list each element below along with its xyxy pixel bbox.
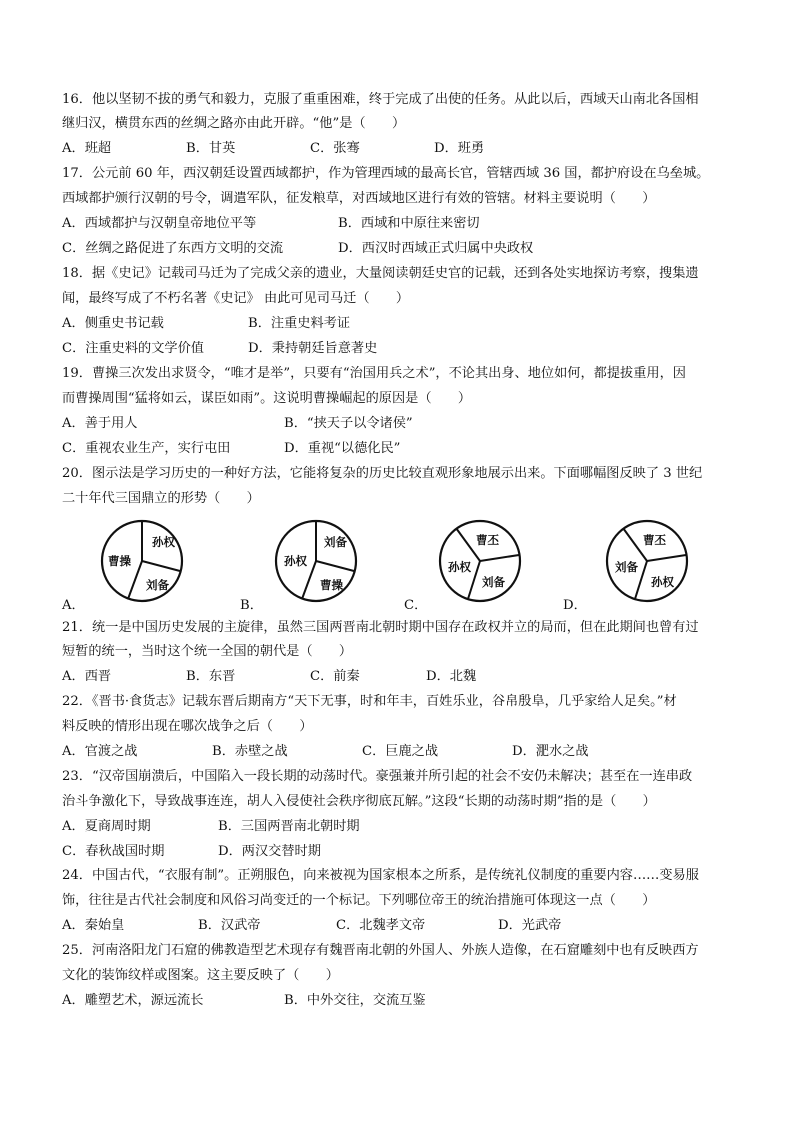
q18-stem-line2: 闻，最终写成了不朽名著《史记》 由此可见司马迁（ ）	[62, 291, 410, 306]
q16-option-a[interactable]: A．班超	[62, 141, 112, 156]
q20-option-c[interactable]: C．	[404, 598, 428, 613]
q18-option-d[interactable]: D．秉持朝廷旨意著史	[248, 341, 378, 356]
q17-option-d[interactable]: D．西汉时西域正式归属中央政权	[338, 241, 534, 256]
q18-options-row1	[62, 314, 742, 334]
diagram-c-region-2: 孙权	[448, 560, 471, 574]
q24-option-d[interactable]: D．光武帝	[498, 918, 562, 933]
q19-option-c[interactable]: C．重视农业生产，实行屯田	[62, 441, 231, 456]
q16-options	[62, 139, 742, 159]
q23-option-a[interactable]: A．夏商周时期	[62, 819, 151, 834]
q23-stem-line1: 23．“汉帝国崩溃后，中国陷入一段长期的动荡时代。豪强兼并所引起的社会不安仍未解决；甚至在一连串政	[62, 769, 693, 784]
q19-option-a[interactable]: A．善于用人	[62, 416, 138, 431]
q17-option-a[interactable]: A．西域都护与汉朝皇帝地位平等	[62, 216, 257, 231]
q16-stem-line2: 继归汉，横贯东西的丝绸之路亦由此开辟。“他”是（ ）	[62, 116, 406, 131]
diagram-a[interactable]	[100, 519, 184, 603]
q17-options-row1	[62, 214, 742, 234]
q21-option-c[interactable]: C．前秦	[310, 669, 360, 684]
q18-option-b[interactable]: B．注重史料考证	[248, 316, 351, 331]
diagram-b-region-3: 曹操	[320, 578, 343, 592]
q17-stem-line2: 西域都护颁行汉朝的号令，调遣军队，征发粮草，对西域地区进行有效的管辖。材料主要说明（ ）	[62, 191, 656, 206]
q25-stem-line1: 25．河南洛阳龙门石窟的佛教造型艺术现存有魏晋南北朝的外国人、外族人造像，在石窟雕刻中也有反映西方	[62, 943, 699, 958]
q16-option-b[interactable]: B．甘英	[186, 141, 236, 156]
q22-option-b[interactable]: B．赤壁之战	[212, 744, 288, 759]
q16-option-c[interactable]: C．张骞	[310, 141, 360, 156]
diagram-b-region-2: 孙权	[284, 554, 307, 568]
q23-options-row1	[62, 817, 742, 837]
q21-options	[62, 667, 742, 687]
q19-stem-line1: 19．曹操三次发出求贤令，“唯才是举”，只要有“治国用兵之术”，不论其出身、地位如何，都提拔重用，因	[62, 366, 686, 381]
q21-stem-line1: 21．统一是中国历史发展的主旋律，虽然三国两晋南北朝时期中国存在政权并立的局而，但在此期间也曾有过	[62, 620, 699, 635]
q22-stem-line2: 料反映的情形出现在哪次战争之后（ ）	[62, 719, 313, 734]
q25-option-b[interactable]: B．中外交往，交流互鉴	[284, 993, 426, 1008]
q22-options	[62, 742, 742, 762]
diagram-c-region-1: 曹丕	[476, 533, 499, 547]
q20-option-a[interactable]: A．	[62, 598, 85, 613]
q24-stem-line1: 24．中国古代，“衣服有制”。正朔服色，向来被视为国家根本之所系，是传统礼仪制度的重要内容……变易服	[62, 868, 699, 883]
q24-options	[62, 916, 742, 936]
diagram-c-region-3: 刘备	[482, 575, 505, 589]
diagram-b-region-1: 刘备	[324, 535, 347, 549]
q23-stem-line2: 治斗争激化下，导致战事连连，胡人入侵使社会秩序彻底瓦解。”这段“长期的动荡时期”指的是（ ）	[62, 794, 656, 809]
q17-stem-line1: 17．公元前 60 年，西汉朝廷设置西域都护，作为管理西域的最高长官，管辖西域 36 国，都护府设在乌垒城。	[62, 166, 710, 181]
q25-option-a[interactable]: A．雕塑艺术，源远流长	[62, 993, 204, 1008]
q18-option-a[interactable]: A．侧重史书记载	[62, 316, 164, 331]
q18-options-row2	[62, 339, 742, 359]
q24-stem-line2: 饰，往往是古代社会制度和风俗习尚变迁的一个标记。下列哪位帝王的统治措施可体现这一点（ ）	[62, 893, 656, 908]
diagram-a-region-2: 曹操	[108, 554, 131, 568]
q19-option-d[interactable]: D．重视“以德化民”	[284, 441, 401, 456]
q19-options-row1	[62, 414, 742, 434]
q24-option-c[interactable]: C．北魏孝文帝	[336, 918, 426, 933]
q19-option-b[interactable]: B．“挟天子以令诸侯”	[284, 416, 413, 431]
q20-stem-line1: 20．图示法是学习历史的一种好方法，它能将复杂的历史比较直观形象地展示出来。下面哪幅图反映了 3 世纪	[62, 466, 703, 481]
diagram-c[interactable]	[438, 519, 522, 603]
q22-option-d[interactable]: D．淝水之战	[512, 744, 589, 759]
q23-option-c[interactable]: C．春秋战国时期	[62, 844, 165, 859]
diagram-d[interactable]	[605, 519, 689, 603]
q20-option-d[interactable]: D．	[563, 598, 587, 613]
q18-option-c[interactable]: C．注重史料的文学价值	[62, 341, 204, 356]
diagram-a-region-1: 孙权	[152, 535, 175, 549]
diagram-d-region-3: 孙权	[651, 575, 674, 589]
q21-option-b[interactable]: B．东晋	[186, 669, 236, 684]
q19-options-row2	[62, 439, 742, 459]
q17-options-row2	[62, 239, 742, 259]
q23-option-b[interactable]: B．三国两晋南北朝时期	[218, 819, 360, 834]
q22-option-c[interactable]: C．巨鹿之战	[362, 744, 439, 759]
diagram-d-region-2: 刘备	[615, 560, 638, 574]
q16-stem-line1: 16．他以坚韧不拔的勇气和毅力，克服了重重困难，终于完成了出使的任务。从此以后，西域天山南北各国相	[62, 92, 699, 107]
q18-stem-line1: 18．据《史记》记载司马迁为了完成父亲的遗业，大量阅读朝廷史官的记载，还到各处实地探访考察，搜集遗	[62, 266, 699, 281]
diagram-b[interactable]	[274, 519, 358, 603]
q17-option-b[interactable]: B．西域和中原往来密切	[338, 216, 480, 231]
q24-option-a[interactable]: A．秦始皇	[62, 918, 125, 933]
q21-option-a[interactable]: A．西晋	[62, 669, 112, 684]
q20-option-b[interactable]: B．	[240, 598, 263, 613]
q24-option-b[interactable]: B．汉武帝	[198, 918, 261, 933]
q17-option-c[interactable]: C．丝绸之路促进了东西方文明的交流	[62, 241, 284, 256]
q23-options-row2	[62, 842, 742, 862]
q23-option-d[interactable]: D．两汉交替时期	[218, 844, 321, 859]
q25-options-row1	[62, 991, 742, 1011]
q20-stem-line2: 二十年代三国鼎立的形势（ ）	[62, 491, 260, 506]
q22-option-a[interactable]: A．官渡之战	[62, 744, 138, 759]
q22-stem-line1: 22．《晋书·食货志》记载东晋后期南方“天下无事，时和年丰，百姓乐业，谷帛殷阜，几乎家给人足矣。”材	[62, 694, 677, 709]
q21-option-d[interactable]: D．北魏	[426, 669, 477, 684]
q25-stem-line2: 文化的装饰纹样或图案。这主要反映了（ ）	[62, 968, 339, 983]
diagram-a-region-3: 刘备	[146, 578, 169, 592]
diagram-d-region-1: 曹丕	[643, 533, 666, 547]
q16-option-d[interactable]: D．班勇	[434, 141, 485, 156]
q19-stem-line2: 而曹操周围“猛将如云，谋臣如雨”。这说明曹操崛起的原因是（ ）	[62, 391, 472, 406]
q21-stem-line2: 短暂的统一，当时这个统一全国的朝代是（ ）	[62, 644, 353, 659]
